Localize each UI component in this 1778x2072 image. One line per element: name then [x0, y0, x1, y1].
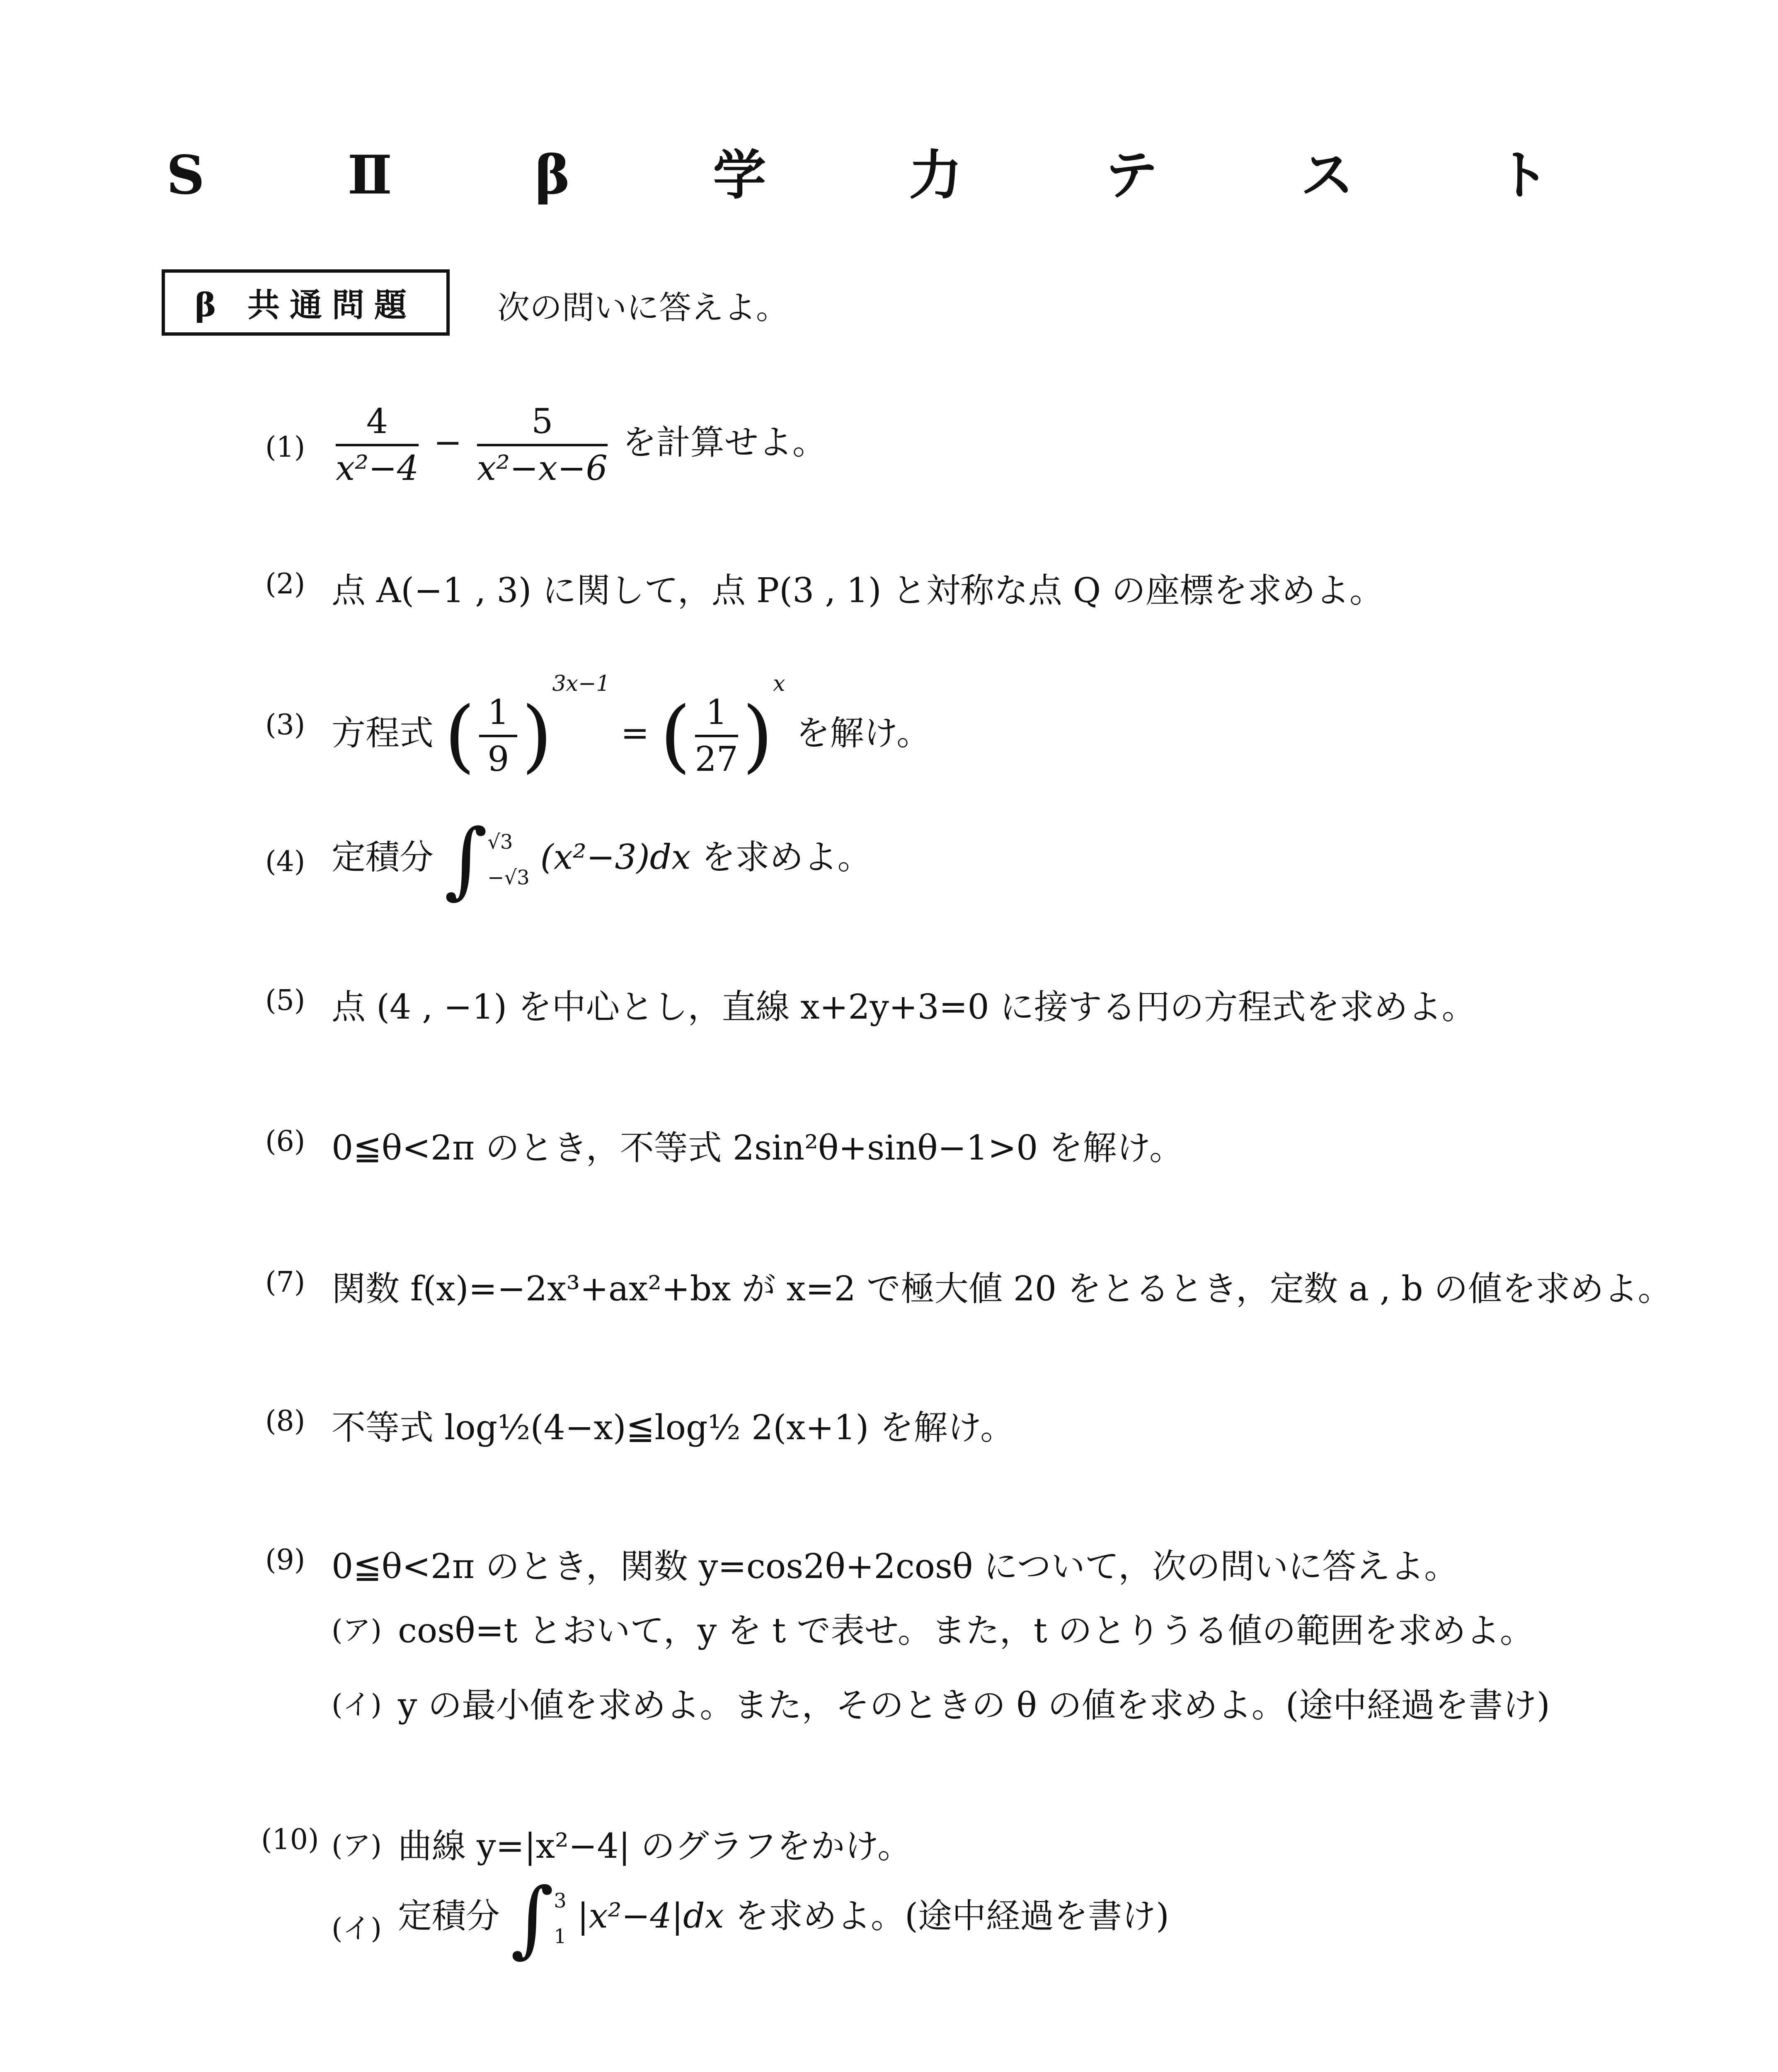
problem-10b-label: (イ) [332, 1912, 382, 1945]
right-paren-icon: ) [742, 690, 773, 782]
problem-1-fraction-2-denominator: x²−x−6 [477, 449, 608, 488]
problem-6-text: 0≦θ<2π のとき，不等式 2sin²θ+sinθ−1>0 を解け。 [332, 1128, 1184, 1168]
problem-3 [332, 671, 931, 782]
problem-1-tail: を計算せよ。 [622, 423, 826, 462]
problem-4-upper-limit: √3 [487, 830, 513, 854]
problem-5-text: 点 (4 , −1) を中心とし，直線 x+2y+3=0 に接する円の方程式を求めよ。 [332, 988, 1476, 1027]
problem-10b-lower-limit: 1 [554, 1925, 567, 1948]
problem-2-number: (2) [265, 568, 305, 600]
left-paren-icon: ( [444, 690, 475, 782]
problem-4-integrand: (x²−3)dx [540, 838, 691, 877]
problem-3-lead: 方程式 [332, 714, 434, 753]
section-label-box: β 共通問題 [162, 269, 450, 336]
problem-9-number: (9) [265, 1544, 305, 1576]
problem-3-fraction-1-denominator: 9 [487, 739, 509, 779]
problem-1-fraction-2-numerator: 5 [477, 402, 608, 446]
problem-4-lower-limit: −√3 [487, 866, 530, 889]
problem-10b-tail: を求めよ。(途中経過を書け) [735, 1896, 1169, 1936]
problem-10b [398, 1870, 1169, 1967]
problem-1 [332, 402, 826, 488]
problem-9-text: 0≦θ<2π のとき，関数 y=cos2θ+2cosθ について，次の問いに答えよ。 [332, 1547, 1458, 1586]
problem-1-minus: − [434, 423, 462, 462]
problem-2-text: 点 A(−1 , 3) に関して，点 P(3 , 1) と対称な点 Q の座標を求めよ。 [332, 571, 1384, 610]
left-paren-icon: ( [660, 690, 691, 782]
problem-7-number: (7) [265, 1266, 305, 1299]
problem-4-limits [487, 824, 529, 896]
problem-5-number: (5) [265, 984, 305, 1017]
problem-9b-text: y の最小値を求めよ。また，そのときの θ の値を求めよ。(途中経過を書け) [398, 1686, 1550, 1725]
problem-3-fraction-1-numerator: 1 [479, 693, 517, 737]
problem-4 [332, 811, 872, 908]
instruction-text: 次の問いに答えよ。 [497, 289, 789, 327]
problem-1-fraction-2 [477, 402, 608, 488]
page-title: S Ⅱ β 学 力 テ ス ト [166, 144, 1612, 206]
problem-9a-label: (ア) [332, 1614, 382, 1647]
problem-1-number: (1) [265, 431, 305, 464]
problem-10b-lead: 定積分 [398, 1896, 500, 1936]
problem-4-tail: を求めよ。 [701, 838, 872, 877]
problem-10-number: (10) [261, 1823, 319, 1856]
right-paren-icon: ) [521, 690, 552, 782]
problem-4-lead: 定積分 [332, 838, 434, 877]
problem-3-exponent-1: 3x−1 [552, 671, 610, 696]
problem-3-number: (3) [265, 709, 305, 741]
problem-6-number: (6) [265, 1125, 305, 1158]
problem-3-fraction-1 [479, 693, 517, 779]
integral-sign-icon: ∫ [444, 811, 488, 908]
problem-1-fraction-1 [336, 402, 419, 488]
problem-3-exponent-2: x [773, 671, 785, 696]
problem-8-number: (8) [265, 1405, 305, 1438]
problem-3-equals: = [620, 714, 649, 753]
problem-10b-limits [554, 1883, 567, 1955]
problem-3-tail: を解け。 [796, 714, 931, 753]
problem-9b-label: (イ) [332, 1689, 382, 1721]
problem-10a-text: 曲線 y=|x²−4| のグラフをかけ。 [398, 1827, 912, 1866]
problem-3-fraction-2-denominator: 27 [695, 739, 738, 779]
problem-7-text: 関数 f(x)=−2x³+ax²+bx が x=2 で極大値 20 をとるとき，定数 a , b の値を求めよ。 [332, 1269, 1672, 1309]
problem-3-fraction-2-numerator: 1 [695, 693, 738, 737]
problem-1-fraction-1-numerator: 4 [336, 402, 419, 446]
problem-3-fraction-2 [695, 693, 738, 779]
problem-4-number: (4) [265, 845, 305, 878]
problem-10b-integrand: |x²−4|dx [577, 1896, 724, 1936]
integral-sign-icon: ∫ [511, 1870, 554, 1967]
problem-8-text: 不等式 log½(4−x)≦log½ 2(x+1) を解け。 [332, 1408, 1015, 1447]
problem-9a-text: cosθ=t とおいて，y を t で表せ。また，t のとりうる値の範囲を求めよ。 [398, 1611, 1534, 1651]
problem-10b-upper-limit: 3 [554, 1889, 567, 1912]
problem-10a-label: (ア) [332, 1830, 382, 1862]
problem-1-fraction-1-denominator: x²−4 [336, 449, 419, 488]
